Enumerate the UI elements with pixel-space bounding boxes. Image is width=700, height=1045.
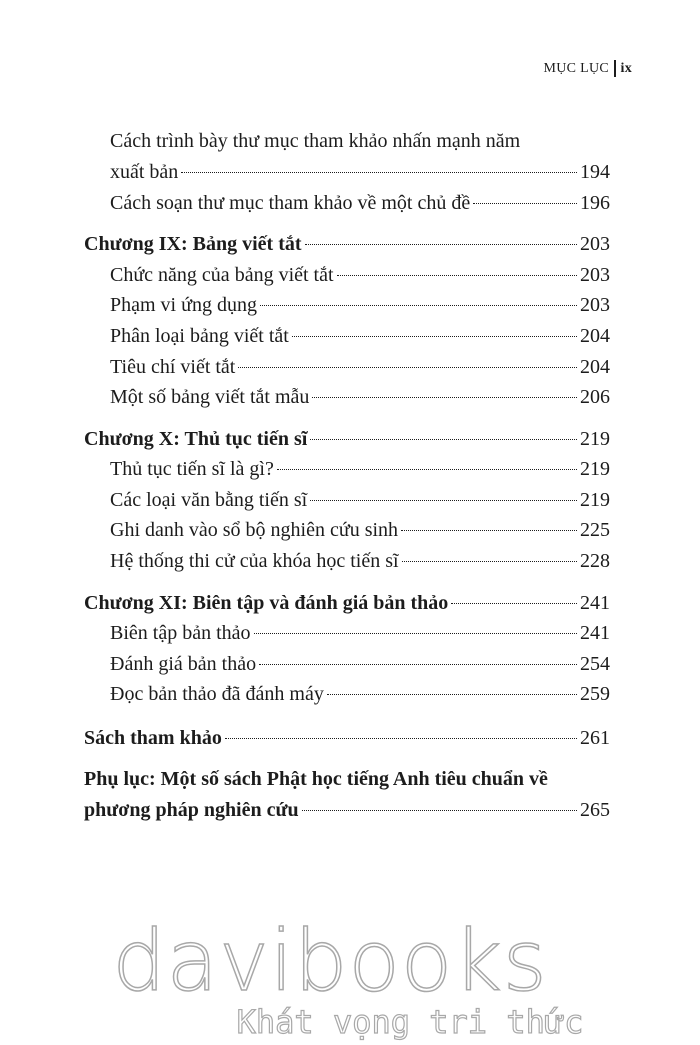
dot-leader [302,810,577,811]
toc-entry-title: Đọc bản thảo đã đánh máy [110,683,324,705]
toc-entry-page: 241 [580,592,610,614]
toc-entry-title: Phạm vi ứng dụng [110,294,257,316]
running-header [544,60,633,77]
toc-chapter-title: Sách tham khảo [84,727,222,749]
toc-entry-page: 228 [580,550,610,572]
toc-chapter-title: Chương IX: Bảng viết tắt [84,233,302,255]
dot-leader [254,633,577,634]
toc-entry[interactable] [110,653,610,681]
dot-leader [401,530,577,531]
toc-entry[interactable] [110,458,610,486]
toc-entry-page: 196 [580,192,610,214]
dot-leader [292,336,577,337]
toc-entry-title: Hệ thống thi cử của khóa học tiến sĩ [110,550,399,572]
toc-chapter-title: phương pháp nghiên cứu [84,799,299,821]
toc-entry[interactable] [110,550,610,578]
header-page-number: ix [620,60,632,76]
toc-entry[interactable] [110,294,610,322]
toc-entry-page: 203 [580,264,610,286]
toc-entry-title: xuất bản [110,161,179,183]
header-section-title: MỤC LỤC [543,60,609,76]
toc-entry-page: 225 [580,519,610,541]
toc-entry-title: Ghi danh vào sổ bộ nghiên cứu sinh [110,519,399,541]
toc-entry-title: Cách soạn thư mục tham khảo về một chủ đề [110,192,471,214]
dot-leader [473,203,577,204]
toc-entry[interactable] [110,264,610,292]
dot-leader [451,603,577,604]
toc-entry-page: 219 [580,489,610,511]
toc-entry-page: 265 [580,799,610,821]
toc-entry[interactable] [110,489,610,517]
toc-chapter-title: Chương XI: Biên tập và đánh giá bản thảo [84,592,449,614]
toc-entry-page: 219 [580,458,610,480]
toc-entry-page: 203 [580,233,610,255]
toc-entry-page: 203 [580,294,610,316]
toc-entry[interactable] [110,325,610,353]
toc-chapter-title: Chương X: Thủ tục tiến sĩ [84,428,308,450]
toc-entry-title: Một số bảng viết tắt mẫu [110,386,310,408]
toc-entry-page: 194 [580,161,610,183]
dot-leader [337,275,577,276]
dot-leader [259,664,577,665]
toc-entry[interactable] [110,161,610,189]
toc-entry-page: 206 [580,386,610,408]
dot-leader [312,397,577,398]
toc-entry[interactable] [110,356,610,384]
dot-leader [402,561,577,562]
toc-entry-title: Biên tập bản thảo [110,622,251,644]
toc-entry[interactable] [110,192,610,220]
toc-entry-title: Các loại văn bằng tiến sĩ [110,489,308,511]
toc-entry-title: Thủ tục tiến sĩ là gì? [110,458,274,480]
dot-leader [310,439,577,440]
toc-chapter[interactable] [84,233,610,261]
toc-entry[interactable] [110,683,610,711]
dot-leader [277,469,577,470]
toc-chapter[interactable] [84,799,610,827]
toc-entry-page: 219 [580,428,610,450]
toc-chapter[interactable] [84,428,610,456]
dot-leader [305,244,577,245]
dot-leader [181,172,577,173]
watermark-brand: davibooks [112,912,548,1010]
toc-chapter[interactable] [84,592,610,620]
toc-entry-page: 204 [580,356,610,378]
dot-leader [238,367,577,368]
toc-appendix-line: Phụ lục: Một số sách Phật học tiếng Anh tiêu chuẩn về [84,768,548,790]
watermark-tagline: Khát vọng tri thức [236,1003,584,1041]
toc-entry[interactable] [110,622,610,650]
dot-leader [310,500,577,501]
toc-entry-page: 204 [580,325,610,347]
toc-entry[interactable] [110,386,610,414]
toc-entry[interactable] [110,519,610,547]
toc-entry-page: 254 [580,653,610,675]
dot-leader [260,305,577,306]
toc-entry-page: 241 [580,622,610,644]
toc-chapter[interactable] [84,727,610,755]
dot-leader [225,738,577,739]
toc-entry-page: 259 [580,683,610,705]
toc-entry-title: Phân loại bảng viết tắt [110,325,289,347]
header-separator [614,60,616,77]
toc-entry-title: Đánh giá bản thảo [110,653,257,675]
dot-leader [327,694,577,695]
toc-entry-title: Chức năng của bảng viết tắt [110,264,334,286]
toc-entry-page: 261 [580,727,610,749]
toc-entry-continued-line: Cách trình bày thư mục tham khảo nhấn mạnh năm [110,130,521,152]
toc-entry-title: Tiêu chí viết tắt [110,356,236,378]
